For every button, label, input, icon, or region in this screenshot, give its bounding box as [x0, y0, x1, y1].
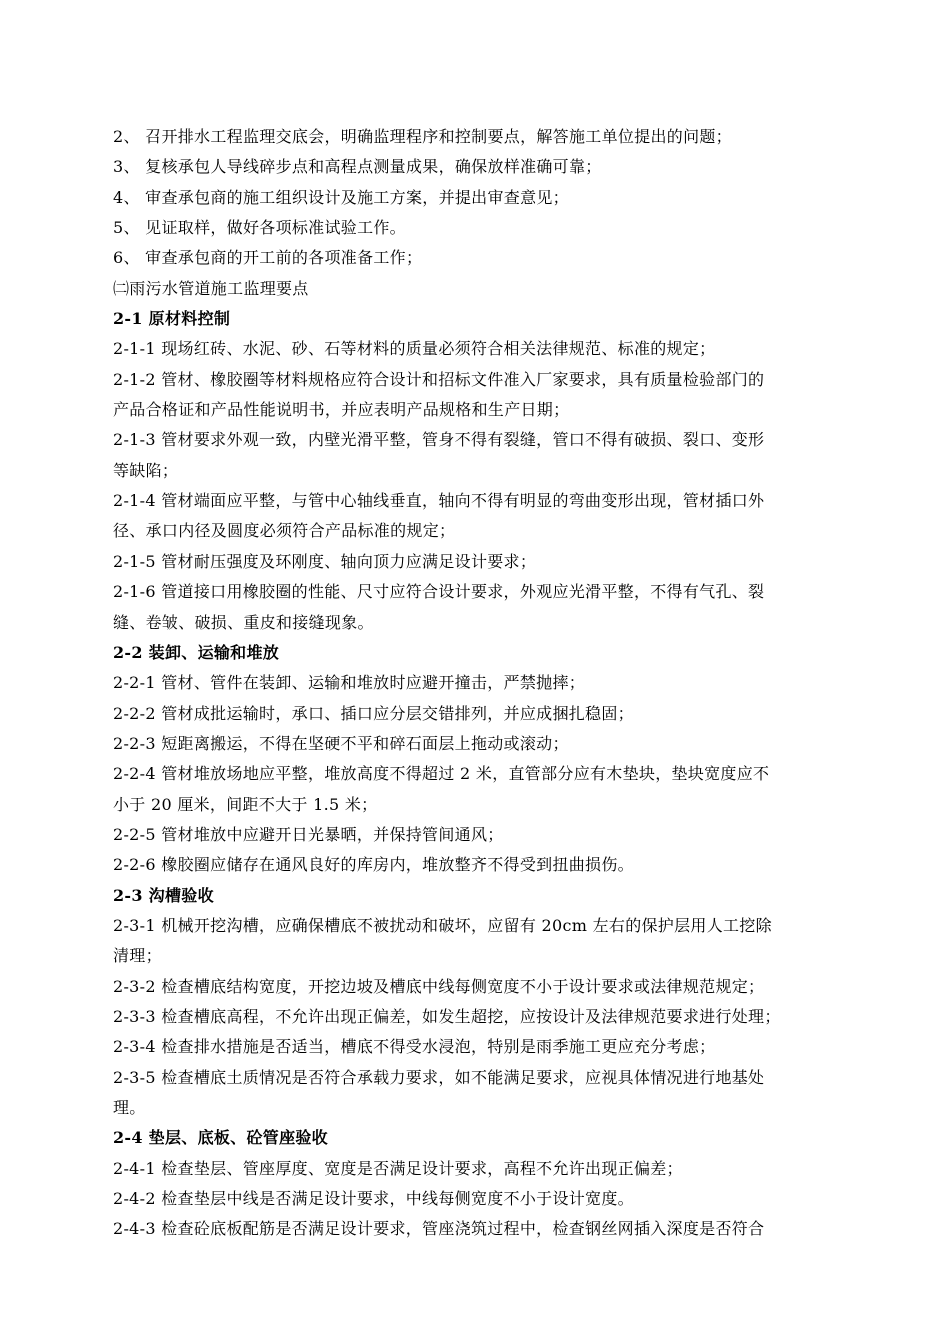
text-line: 2-2-3 短距离搬运，不得在坚硬不平和碎石面层上拖动或滚动； — [113, 733, 569, 753]
text-line: 2-2-2 管材成批运输时，承口、插口应分层交错排列，并应成捆扎稳固； — [113, 703, 634, 723]
text-line: 产品合格证和产品性能说明书，并应表明产品规格和生产日期； — [113, 400, 570, 420]
text-line: 等缺陷； — [113, 460, 179, 480]
text-line: 6、 审查承包商的开工前的各项准备工作； — [113, 248, 423, 268]
text-line: 2-3-2 检查槽底结构宽度，开挖边坡及槽底中线每侧宽度不小于设计要求或法律规范规定； — [113, 976, 765, 996]
text-line: 2-3-4 检查排水措施是否适当，槽底不得受水浸泡，特别是雨季施工更应充分考虑； — [113, 1037, 716, 1057]
section-heading: 2-1 原材料控制 — [113, 309, 231, 329]
text-line: 径、承口内径及圆度必须符合产品标准的规定； — [113, 521, 456, 541]
text-line: 2-1-2 管材、橡胶圈等材料规格应符合设计和招标文件准入厂家要求，具有质量检验部门的 — [113, 369, 765, 389]
text-line: 3、 复核承包人导线碎步点和高程点测量成果，确保放样准确可靠； — [113, 157, 602, 177]
text-line: 2-1-4 管材端面应平整，与管中心轴线垂直，轴向不得有明显的弯曲变形出现，管材插口外 — [113, 491, 765, 511]
text-line: 5、 见证取样，做好各项标准试验工作。 — [113, 218, 406, 238]
section-heading: 2-4 垫层、底板、砼管座验收 — [113, 1128, 328, 1148]
text-line: 2-1-3 管材要求外观一致，内壁光滑平整，管身不得有裂缝，管口不得有破损、裂口、变形 — [113, 430, 765, 450]
text-line: 2-1-1 现场红砖、水泥、砂、石等材料的质量必须符合相关法律规范、标准的规定； — [113, 339, 716, 359]
text-line: 2-3-5 检查槽底土质情况是否符合承载力要求，如不能满足要求，应视具体情况进行地基处 — [113, 1067, 765, 1087]
section-heading: 2-3 沟槽验收 — [113, 885, 214, 905]
document-body — [113, 122, 893, 1245]
text-line: 2-2-4 管材堆放场地应平整，堆放高度不得超过 2 米，直管部分应有木垫块，垫块宽度应不 — [113, 764, 770, 784]
text-line: 2-4-2 检查垫层中线是否满足设计要求，中线每侧宽度不小于设计宽度。 — [113, 1189, 634, 1209]
text-line: 2-1-5 管材耐压强度及环刚度、轴向顶力应满足设计要求； — [113, 551, 537, 571]
text-line: 2-4-1 检查垫层、管座厚度、宽度是否满足设计要求，高程不允许出现正偏差； — [113, 1158, 683, 1178]
text-line: 小于 20 厘米，间距不大于 1.5 米； — [113, 794, 378, 814]
text-line: 缝、卷皱、破损、重皮和接缝现象。 — [113, 612, 374, 632]
text-line: 清理； — [113, 946, 162, 966]
text-line: 2-2-1 管材、管件在装卸、运输和堆放时应避开撞击，严禁抛摔； — [113, 673, 586, 693]
text-line: 2-2-6 橡胶圈应储存在通风良好的库房内，堆放整齐不得受到扭曲损伤。 — [113, 855, 634, 875]
text-line: 2、 召开排水工程监理交底会，明确监理程序和控制要点，解答施工单位提出的问题； — [113, 127, 732, 146]
text-line: 2-3-3 检查槽底高程，不允许出现正偏差，如发生超挖，应按设计及法律规范要求进行处理； — [113, 1006, 781, 1026]
text-line: 2-4-3 检查砼底板配筋是否满足设计要求，管座浇筑过程中，检查钢丝网插入深度是否符合 — [113, 1219, 765, 1239]
text-line: 理。 — [113, 1098, 146, 1117]
section-heading: 2-2 装卸、运输和堆放 — [113, 642, 280, 662]
text-line: 4、 审查承包商的施工组织设计及施工方案，并提出审查意见； — [113, 187, 569, 207]
text-line: ㈡雨污水管道施工监理要点 — [113, 278, 309, 298]
text-line: 2-3-1 机械开挖沟槽，应确保槽底不被扰动和破坏，应留有 20cm 左右的保护层用人工挖除 — [113, 915, 772, 935]
text-line: 2-1-6 管道接口用橡胶圈的性能、尺寸应符合设计要求，外观应光滑平整，不得有气孔、裂 — [113, 582, 765, 602]
text-line: 2-2-5 管材堆放中应避开日光暴晒，并保持管间通风； — [113, 824, 504, 844]
